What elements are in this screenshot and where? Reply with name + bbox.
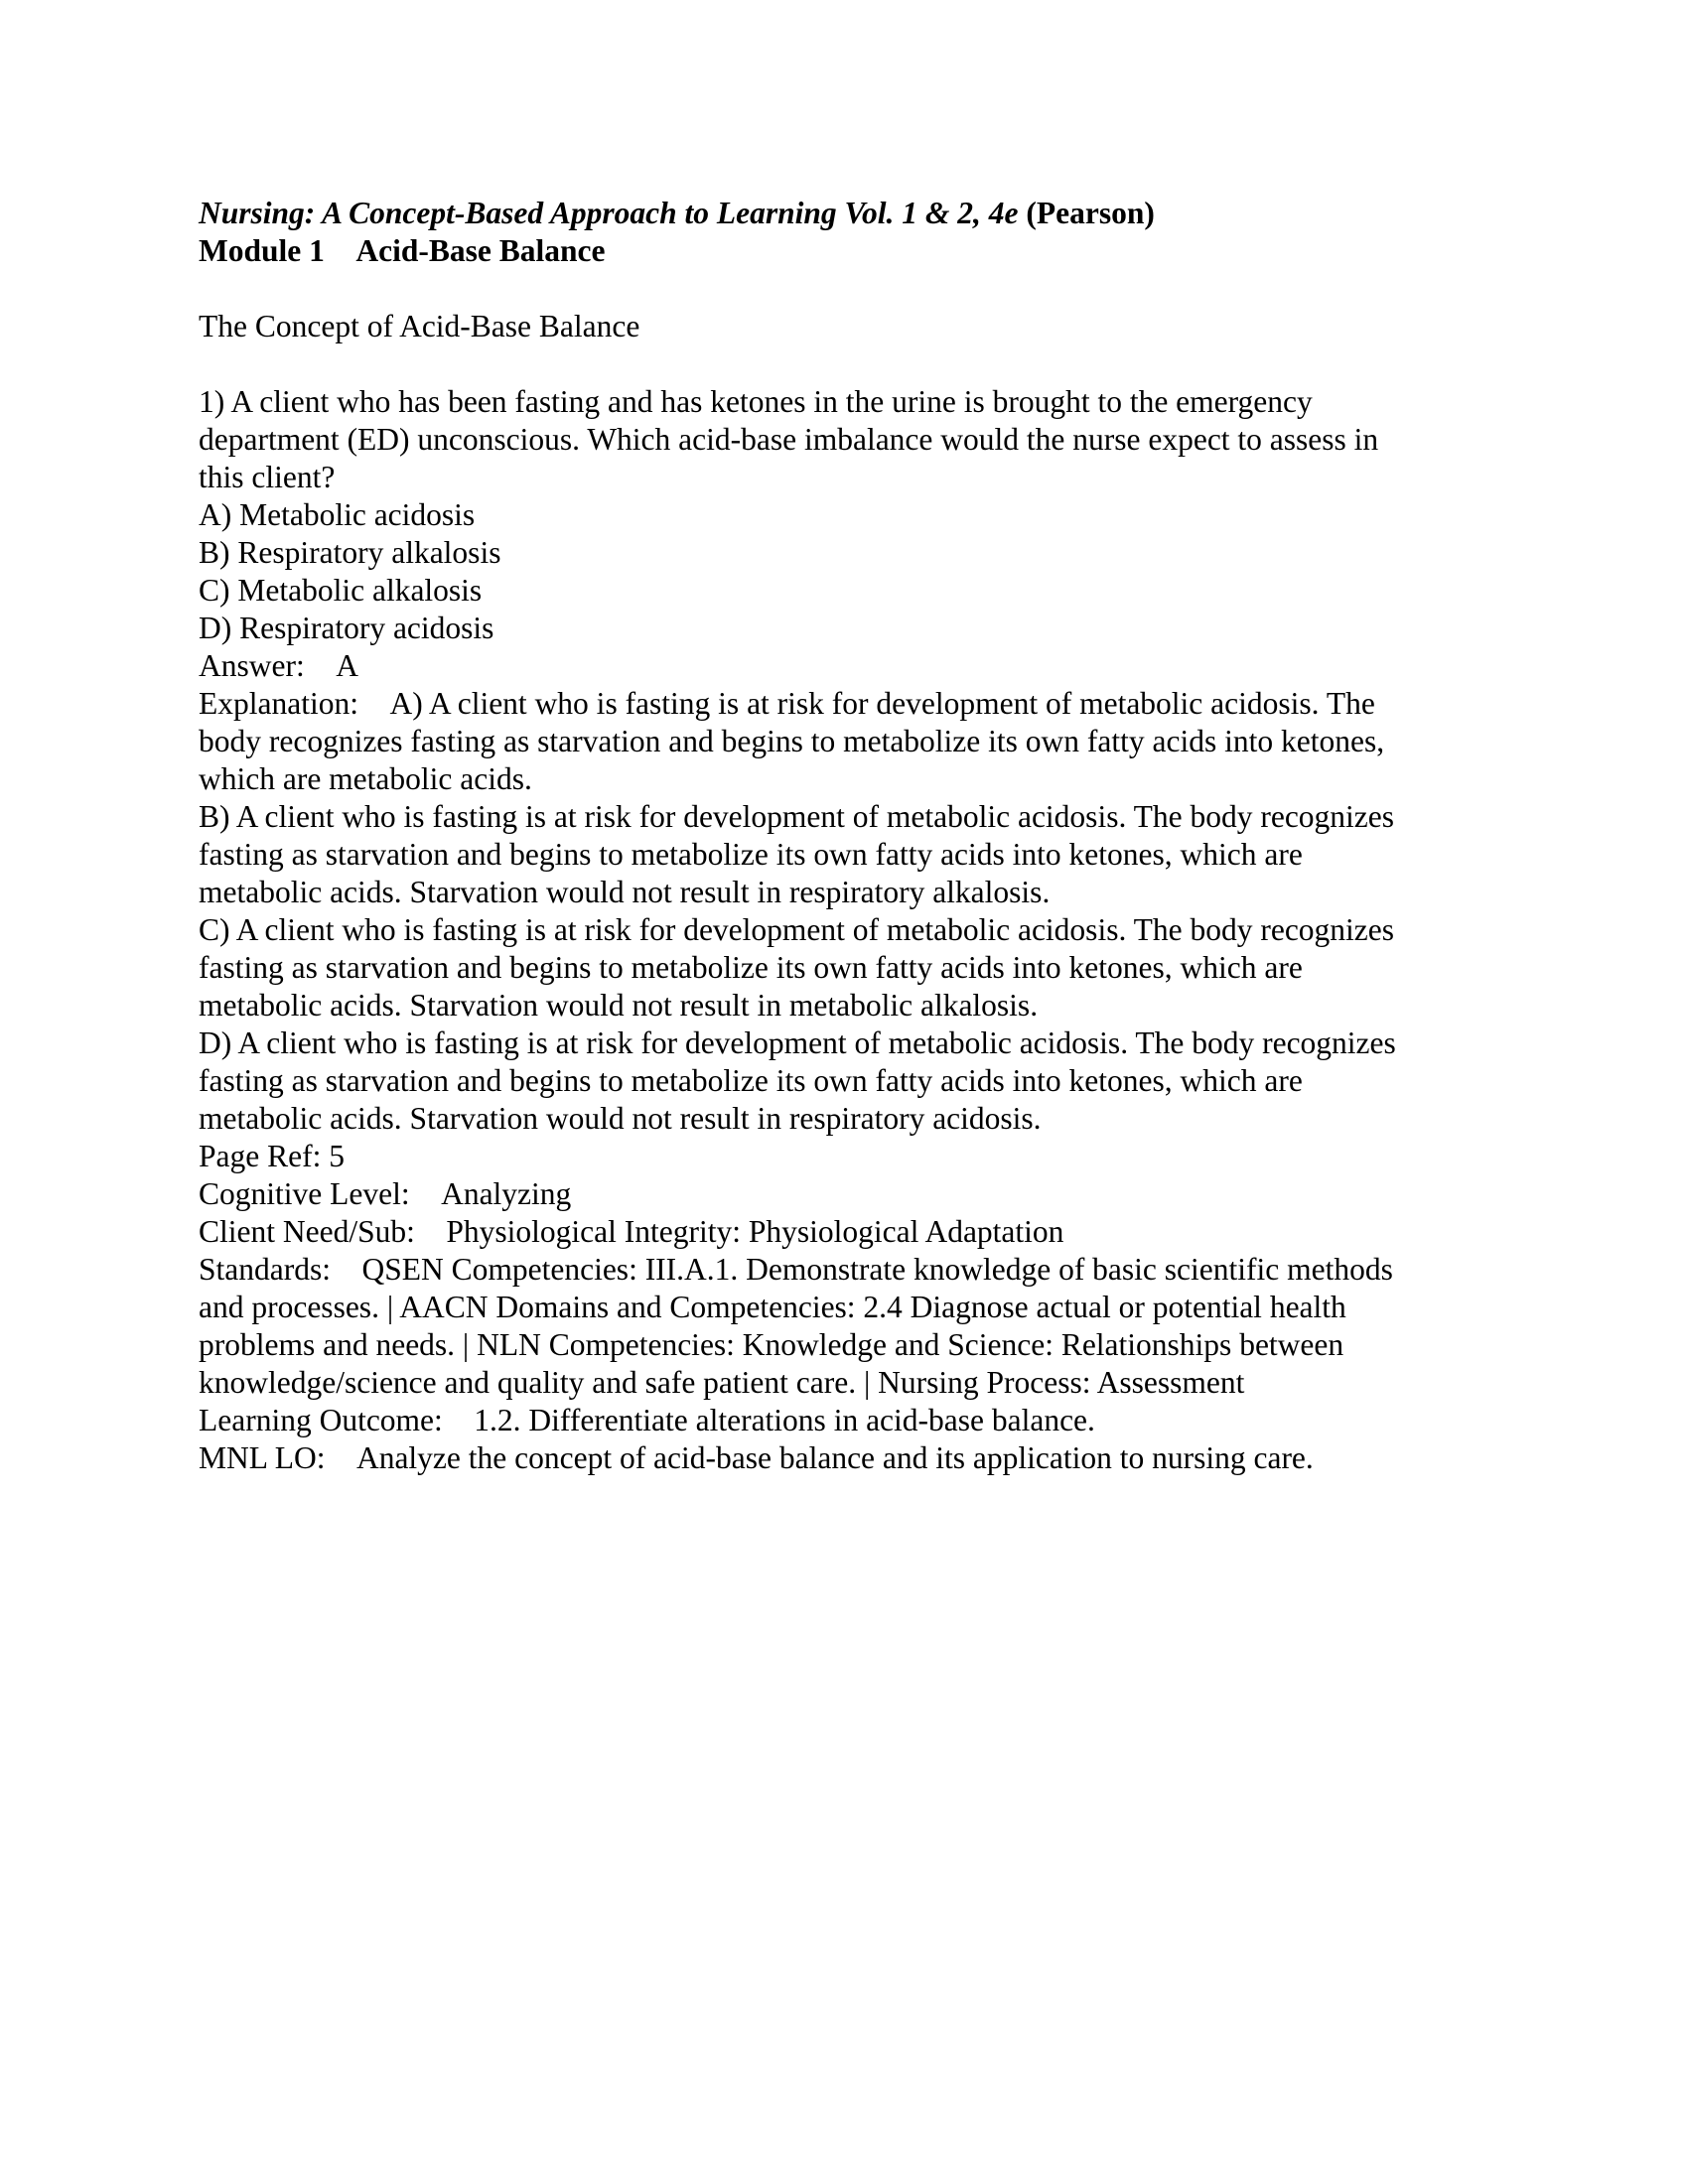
standards-line: and processes. | AACN Domains and Competencies: 2.4 Diagnose actual or potential health: [199, 1290, 1346, 1324]
page-ref: Page Ref: 5: [199, 1139, 345, 1173]
explanation-line: metabolic acids. Starvation would not result in metabolic alkalosis.: [199, 988, 1039, 1023]
explanation-line: body recognizes fasting as starvation and begins to metabolize its own fatty acids into ketones,: [199, 724, 1385, 758]
explanation-line: which are metabolic acids.: [199, 761, 532, 796]
option-c: C) Metabolic alkalosis: [199, 573, 483, 608]
answer: Answer: A: [199, 648, 358, 683]
explanation-line: fasting as starvation and begins to metabolize its own fatty acids into ketones, which are: [199, 837, 1303, 872]
question-stem-line: this client?: [199, 460, 336, 494]
explanation-line: fasting as starvation and begins to metabolize its own fatty acids into ketones, which are: [199, 950, 1303, 985]
explanation-line: fasting as starvation and begins to metabolize its own fatty acids into ketones, which are: [199, 1063, 1303, 1098]
explanation-line: metabolic acids. Starvation would not result in respiratory alkalosis.: [199, 875, 1051, 909]
question-stem-line: department (ED) unconscious. Which acid-base imbalance would the nurse expect to assess in: [199, 422, 1379, 457]
spacer: [199, 345, 1529, 383]
mnl-lo: MNL LO: Analyze the concept of acid-base balance and its application to nursing care.: [199, 1440, 1314, 1475]
client-need: Client Need/Sub: Physiological Integrity: Physiological Adaptation: [199, 1214, 1064, 1249]
standards-line: Standards: QSEN Competencies: III.A.1. Demonstrate knowledge of basic scientific methods: [199, 1252, 1393, 1287]
spacer: [199, 270, 1529, 308]
explanation-line: D) A client who is fasting is at risk for development of metabolic acidosis. The body recognizes: [199, 1025, 1396, 1060]
explanation-line: B) A client who is fasting is at risk for development of metabolic acidosis. The body recognizes: [199, 799, 1395, 834]
document-page: [199, 195, 1529, 1477]
option-b: B) Respiratory alkalosis: [199, 535, 501, 570]
standards-line: knowledge/science and quality and safe patient care. | Nursing Process: Assessment: [199, 1365, 1245, 1400]
module-heading: Module 1 Acid-Base Balance: [199, 233, 606, 268]
book-title: Nursing: A Concept-Based Approach to Learning Vol. 1 & 2, 4e: [199, 196, 1019, 230]
standards-line: problems and needs. | NLN Competencies: Knowledge and Science: Relationships between: [199, 1327, 1344, 1362]
cognitive-level: Cognitive Level: Analyzing: [199, 1176, 572, 1211]
explanation-line: C) A client who is fasting is at risk for development of metabolic acidosis. The body recognizes: [199, 912, 1395, 947]
question-stem-line: 1) A client who has been fasting and has ketones in the urine is brought to the emergency: [199, 384, 1313, 419]
book-title-line: [199, 195, 1529, 232]
section-title: The Concept of Acid-Base Balance: [199, 309, 640, 343]
explanation-line: Explanation: A) A client who is fasting is at risk for development of metabolic acidosis. The: [199, 686, 1375, 721]
learning-outcome: Learning Outcome: 1.2. Differentiate alterations in acid-base balance.: [199, 1403, 1095, 1437]
option-a: A) Metabolic acidosis: [199, 497, 476, 532]
option-d: D) Respiratory acidosis: [199, 611, 494, 645]
publisher: (Pearson): [1026, 196, 1155, 230]
explanation-line: metabolic acids. Starvation would not result in respiratory acidosis.: [199, 1101, 1042, 1136]
